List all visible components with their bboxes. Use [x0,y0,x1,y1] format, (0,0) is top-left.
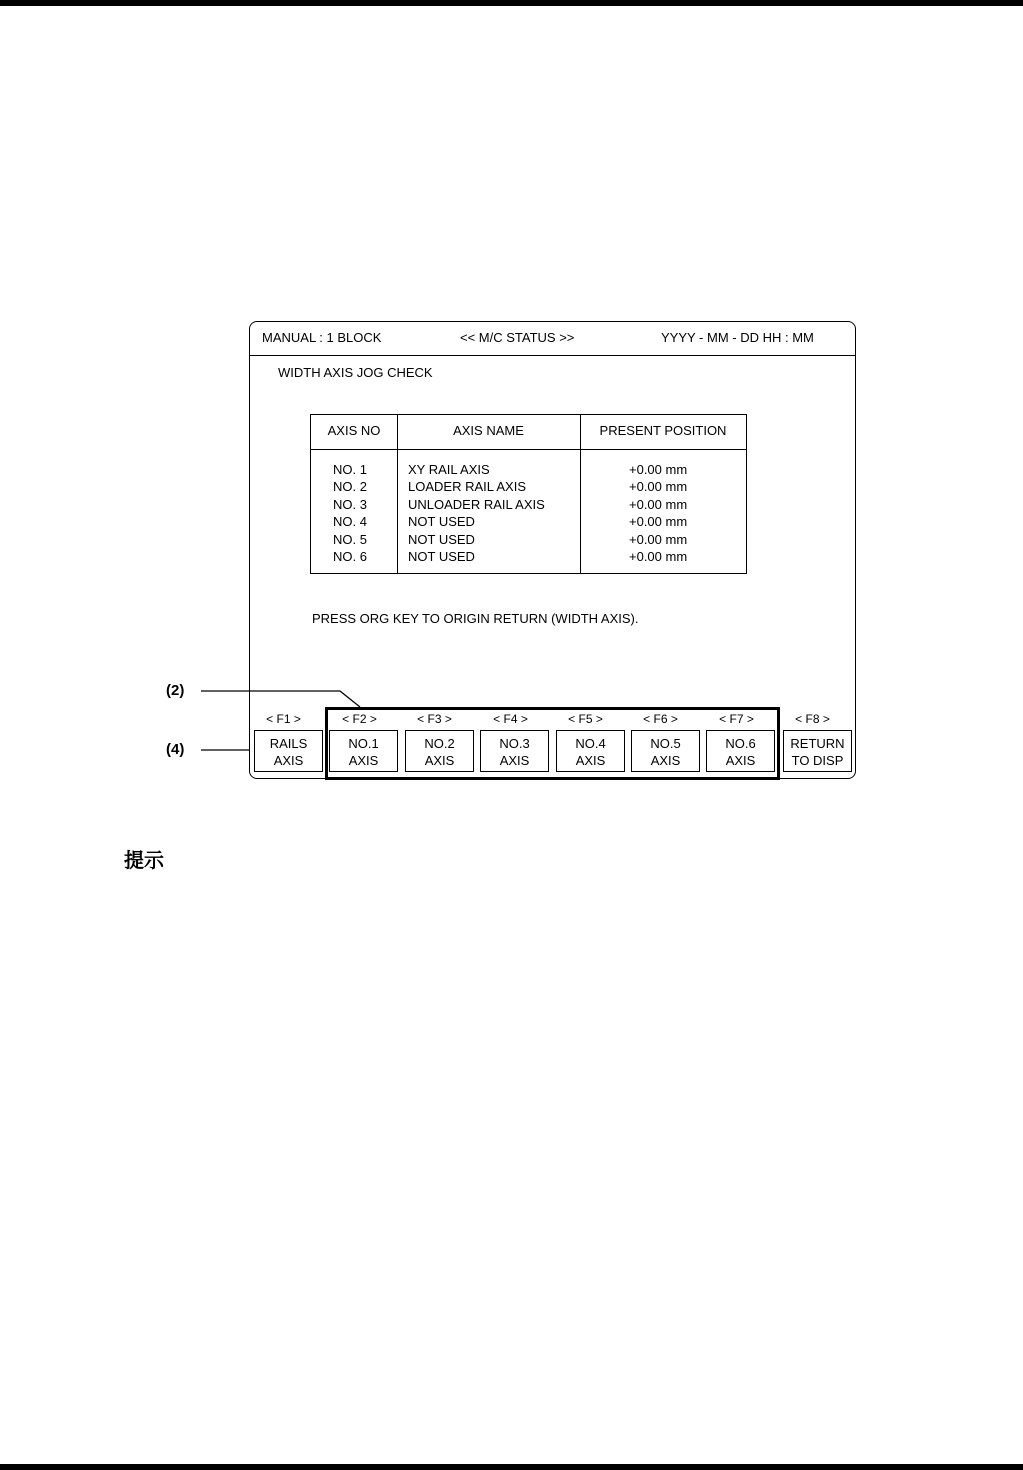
table-cell: NOT USED [408,514,475,530]
return-to-disp-button[interactable] [783,730,852,772]
f7-key-label: < F7 > [719,712,754,726]
table-cell: +0.00 mm [629,549,688,565]
table-cell: NO. 1 [333,462,367,477]
header-axis-no: AXIS NO [327,423,381,438]
button-line: NO.5 [650,736,681,751]
axis-6-button[interactable] [706,730,775,772]
table-cell: NO. 4 [333,514,367,530]
machine-status-text: << M/C STATUS >> [460,330,575,345]
button-line: AXIS [348,753,379,768]
axis-3-button[interactable] [480,730,549,772]
axis-2-button[interactable] [405,730,474,772]
header-row-divider [311,449,746,450]
f6-key-label: < F6 > [643,712,678,726]
column-divider [397,415,398,573]
button-line: NO.4 [575,736,606,751]
table-cell: +0.00 mm [629,496,688,512]
button-line: AXIS [725,753,756,768]
table-cell: NOT USED [408,531,475,547]
table-cell: XY RAIL AXIS [408,462,490,477]
f4-key-label: < F4 > [493,712,528,726]
axis-4-button[interactable] [556,730,625,772]
table-cell: +0.00 mm [629,514,688,530]
button-line: AXIS [650,753,681,768]
button-line: AXIS [575,753,606,768]
callout-2-label: (2) [166,682,185,699]
button-line: TO DISP [791,753,844,768]
table-cell: NO. 6 [333,549,367,565]
button-line: NO.6 [725,736,756,751]
machine-screen [249,321,856,779]
axis-1-button[interactable] [329,730,398,772]
button-line: RAILS [269,736,308,751]
button-line: AXIS [424,753,455,768]
column-divider [580,415,581,573]
header-axis-name: AXIS NAME [453,423,524,438]
button-line: AXIS [499,753,530,768]
axis-5-button[interactable] [631,730,700,772]
table-cell: NOT USED [408,549,475,565]
f1-key-label: < F1 > [266,712,301,726]
f5-key-label: < F5 > [568,712,603,726]
top-rule [0,0,1023,6]
f8-key-label: < F8 > [795,712,830,726]
instruction-message: PRESS ORG KEY TO ORIGIN RETURN (WIDTH AXIS). [312,611,639,626]
table-cell: LOADER RAIL AXIS [408,479,527,495]
screen-title: WIDTH AXIS JOG CHECK [278,365,433,380]
bottom-rule [0,1464,1023,1470]
table-cell: +0.00 mm [629,462,688,477]
button-line: NO.2 [424,736,455,751]
present-position-column [629,461,687,565]
table-cell: NO. 5 [333,531,367,547]
hint-heading: 提示 [124,848,164,872]
button-line: AXIS [273,753,304,768]
axis-no-column [333,461,367,565]
callout-4-label: (4) [166,741,185,758]
mode-text: MANUAL : 1 BLOCK [262,330,382,345]
button-line: RETURN [790,736,845,751]
table-cell: +0.00 mm [629,531,688,547]
axis-name-column [408,461,545,565]
rails-axis-button[interactable] [254,730,323,772]
header-present-position: PRESENT POSITION [599,423,727,438]
datetime-text: YYYY - MM - DD HH : MM [661,330,814,345]
table-cell: NO. 3 [333,496,367,512]
button-line: NO.3 [499,736,530,751]
button-line: NO.1 [348,736,379,751]
f3-key-label: < F3 > [417,712,452,726]
axis-table [310,414,747,574]
table-cell: NO. 2 [333,479,367,495]
table-cell: UNLOADER RAIL AXIS [408,496,545,512]
header-divider [250,355,855,356]
table-cell: +0.00 mm [629,479,688,495]
f2-key-label: < F2 > [342,712,377,726]
